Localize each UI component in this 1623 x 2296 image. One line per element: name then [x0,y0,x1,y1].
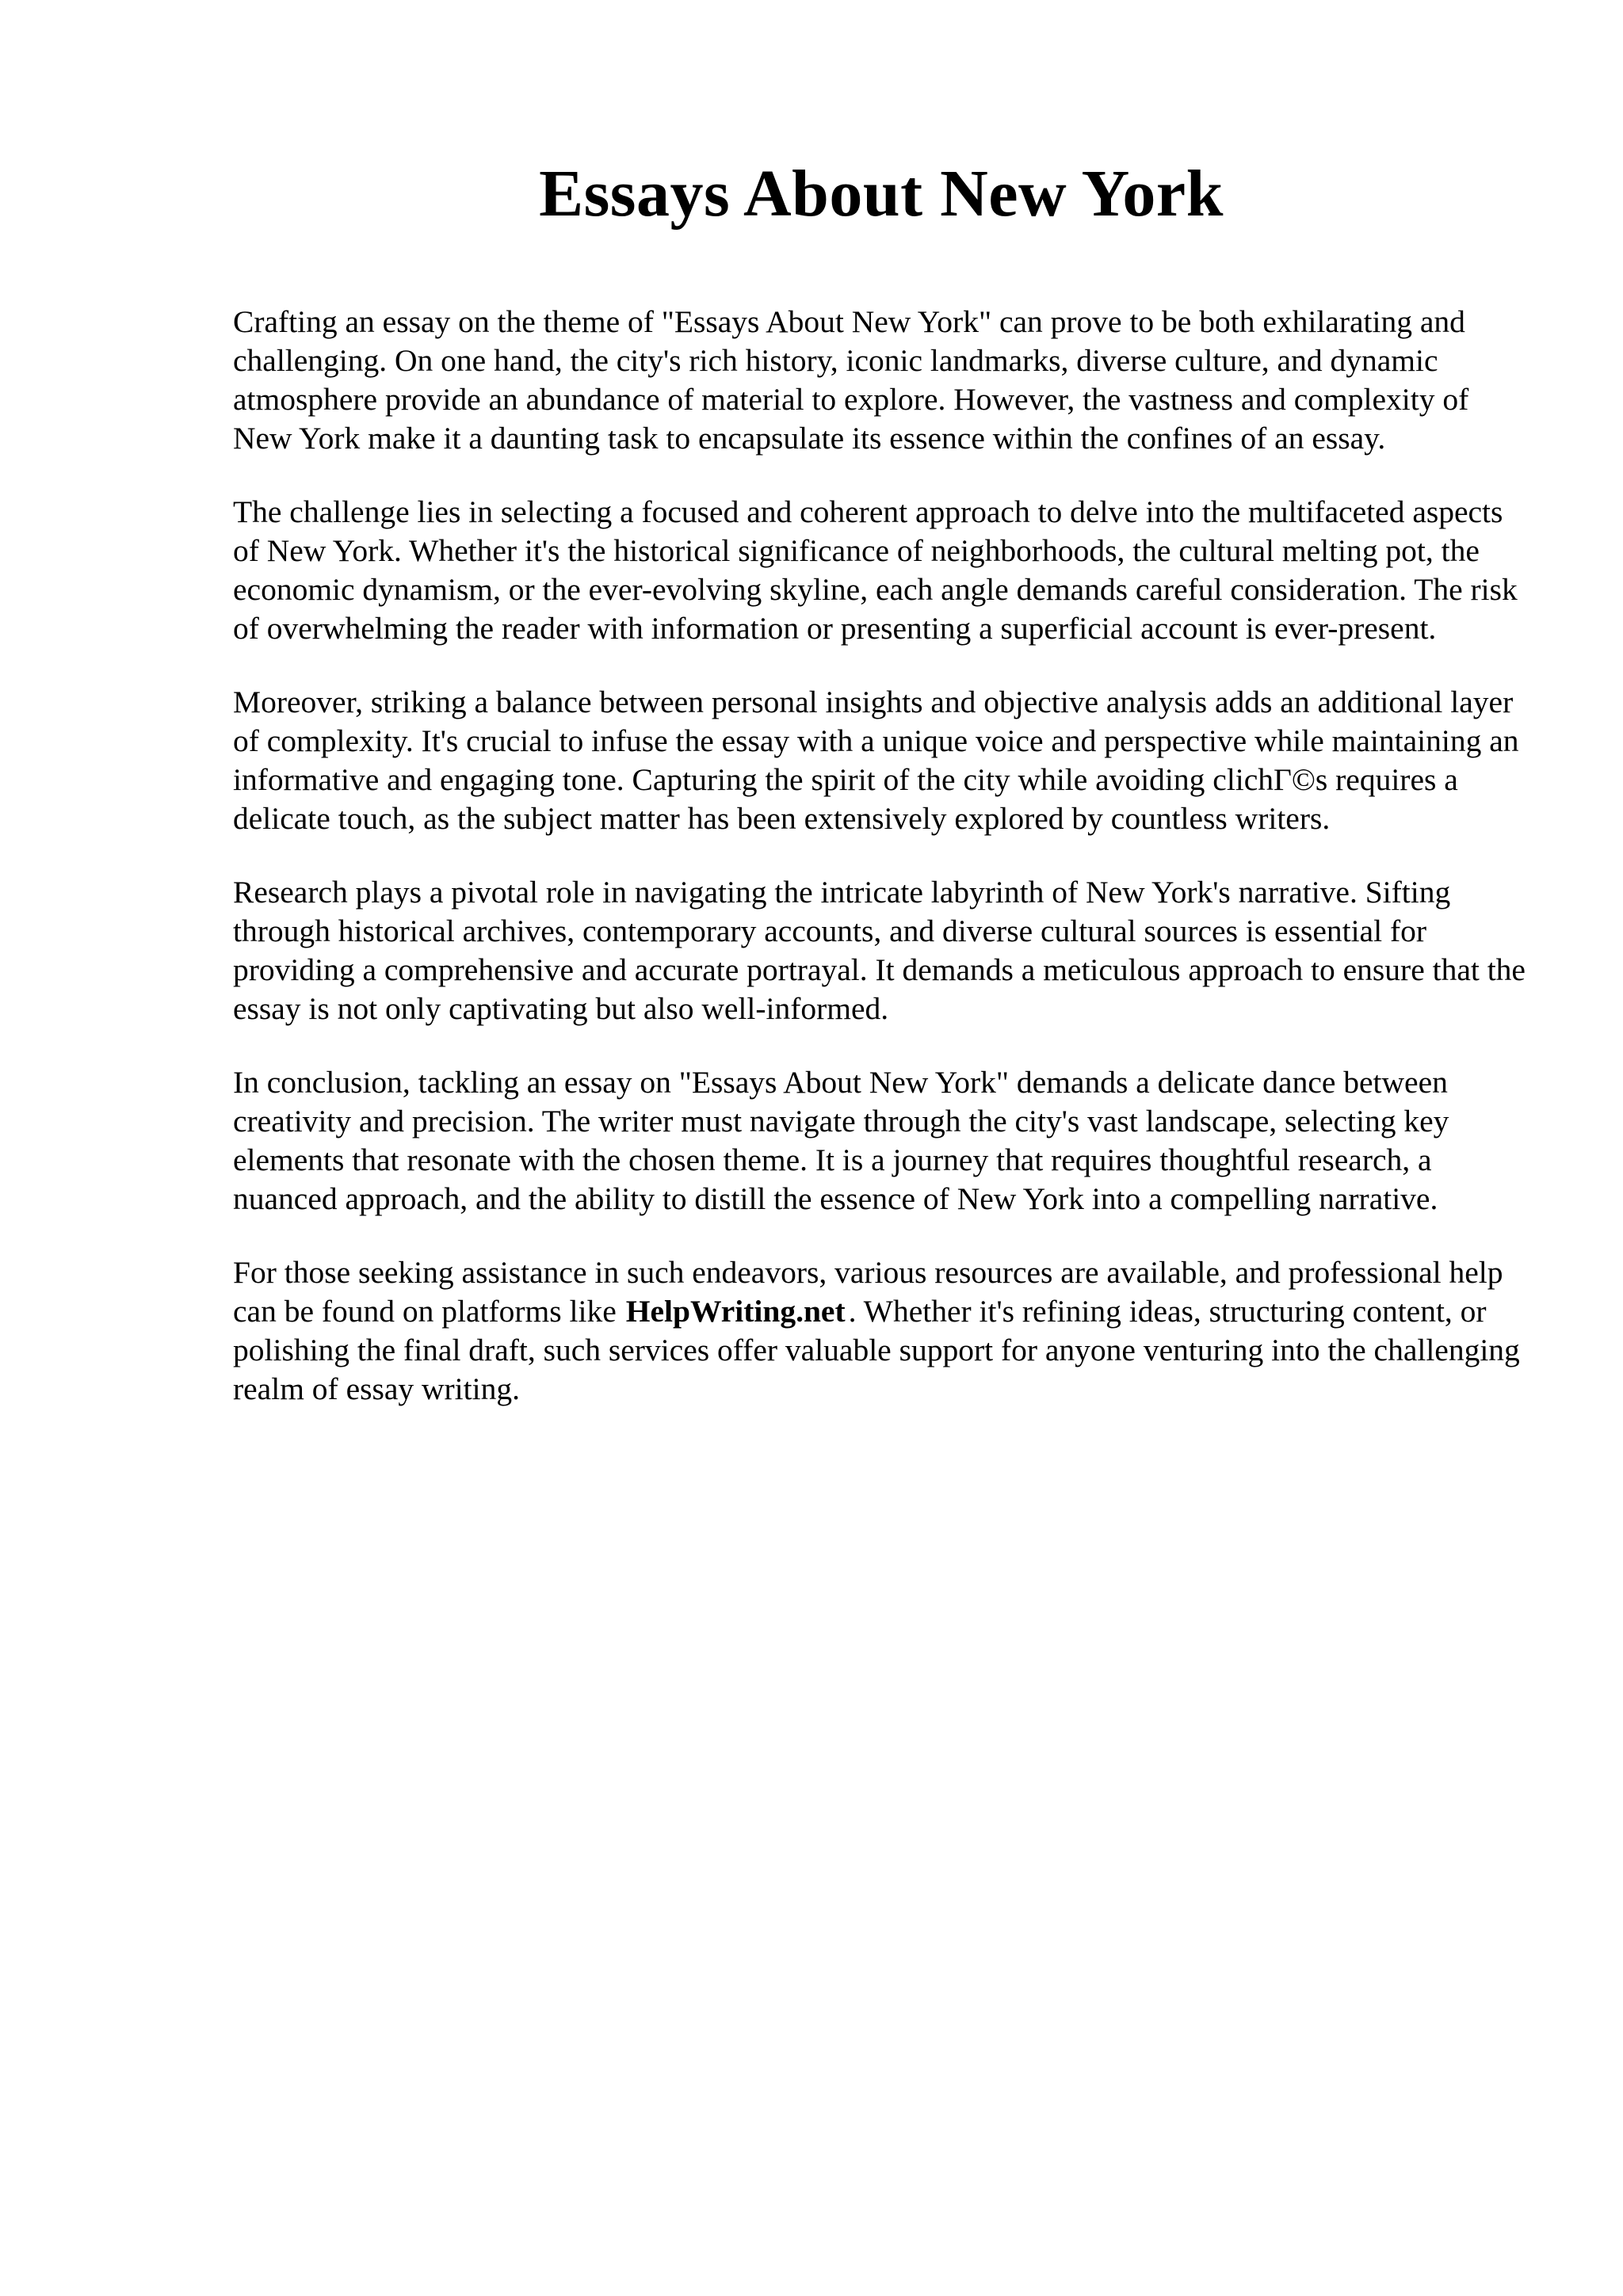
helpwriting-link[interactable]: HelpWriting.net [625,1294,846,1329]
paragraph-intro: Crafting an essay on the theme of "Essays About New York" can prove to be both exhilarating and challenging. On one hand, the city's rich history, iconic landmarks, diverse culture, and dynamic atmosphere provide an abundance of material to explore. However, the vastness and complexity of New York make it a daunting task to encapsulate its essence within the confines of an essay. [233,304,1469,456]
essay-body [233,303,1533,1444]
paragraph-research: Research plays a pivotal role in navigating the intricate labyrinth of New York's narrative. Sifting through historical archives, contemporary accounts, and diverse cultural sources is essential for providing a comprehensive and accurate portrayal. It demands a meticulous approach to ensure that the essay is not only captivating but also well-informed. [233,875,1526,1026]
paragraph-challenge: The challenge lies in selecting a focused and coherent approach to delve into the multifaceted aspects of New York. Whether it's the historical significance of neighborhoods, the cultural melting pot, the economic dynamism, or the ever-evolving skyline, each angle demands careful consideration. The risk of overwhelming the reader with information or presenting a superficial account is ever-present. [233,494,1518,646]
paragraph-conclusion: In conclusion, tackling an essay on "Essays About New York" demands a delicate dance between creativity and precision. The writer must navigate through the city's vast landscape, selecting key elements that resonate with the chosen theme. It is a journey that requires thoughtful research, a nuanced approach, and the ability to distill the essence of New York into a compelling narrative. [233,1065,1449,1216]
paragraph-balance: Moreover, striking a balance between personal insights and objective analysis adds an additional layer of complexity. It's crucial to infuse the essay with a unique voice and perspective while maintaining an informative and engaging tone. Capturing the spirit of the city while avoiding clichГ©s requires a delicate touch, as the subject matter has been extensively explored by countless writers. [233,685,1519,836]
paragraph-resources [233,1253,1533,1409]
resources-text-before: For those seeking assistance in such endeavors, various resources are available, and professional help can be found on platforms like [233,1255,1503,1329]
resources-text-after: . Whether it's refining ideas, structuring content, or polishing the final draft, such services offer valuable support for anyone venturing into the challenging realm of essay writing. [233,1294,1520,1406]
page-title: Essays About New York [539,157,1224,231]
